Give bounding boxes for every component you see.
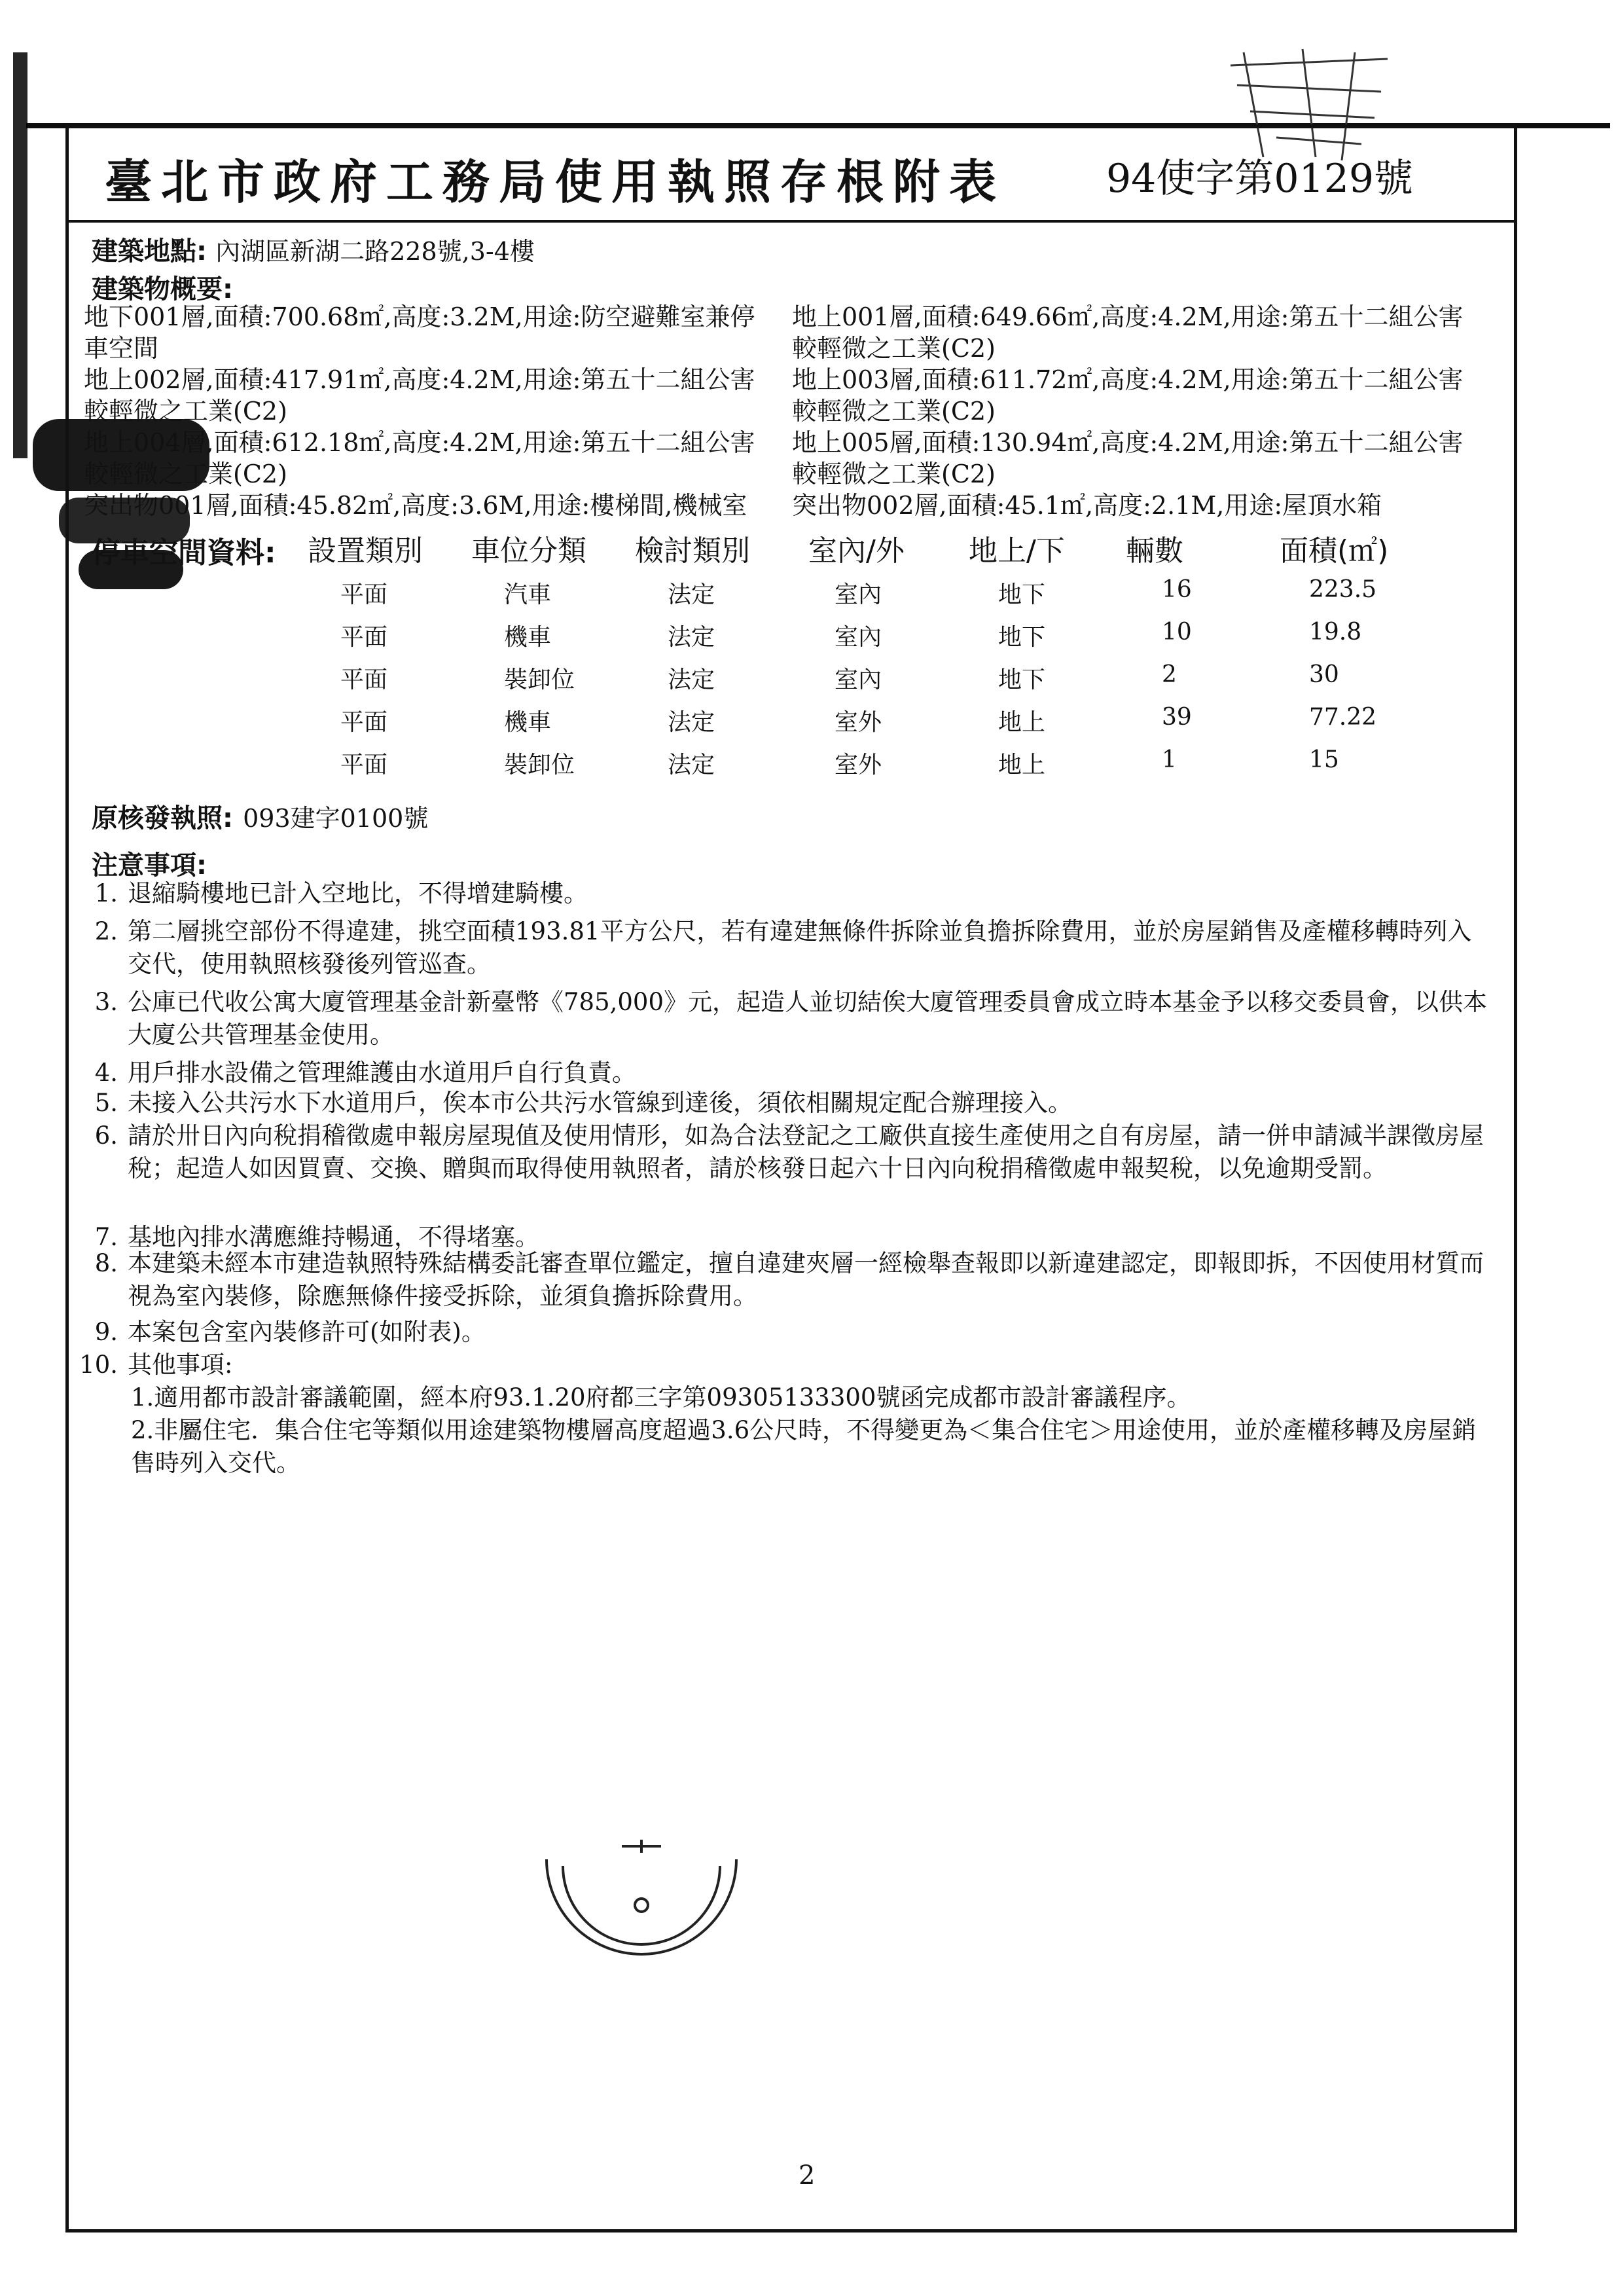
note-text: 未接入公共污水下水道用戶，俟本市公共污水管線到達後，須依相關規定配合辦理接入。 [128, 1089, 1072, 1117]
address-row [92, 230, 535, 268]
parking-cell: 平面 [340, 581, 388, 608]
parking-cell: 室外 [835, 709, 882, 736]
parking-cell: 法定 [668, 752, 715, 778]
note-number: 1. [94, 879, 118, 907]
overview-label: 建築物概要: [92, 274, 233, 304]
note-number: 7. [94, 1223, 118, 1251]
note-text: 本建築未經本市建造執照特殊結構委託審查單位鑑定，擅自違建夾層一經檢舉查報即以新違建認定，即報即拆，不因使用材質而視為室內裝修，除應無條件接受拆除，並須負擔拆除費用。 [128, 1249, 1484, 1310]
original-license-label: 原核發執照: [92, 803, 233, 833]
parking-cell: 機車 [504, 624, 552, 651]
page-number: 2 [799, 2160, 816, 2191]
note-text: 基地內排水溝應維持暢通，不得堵塞。 [128, 1223, 539, 1251]
parking-cell: 室內 [835, 581, 882, 608]
parking-cell: 汽車 [504, 581, 552, 608]
parking-cell: 16 [1162, 576, 1192, 603]
parking-cell: 地下 [998, 581, 1046, 608]
parking-cell: 平面 [340, 624, 388, 651]
note-number: 5. [94, 1089, 118, 1117]
parking-cell: 法定 [668, 581, 715, 608]
note-item [79, 877, 1492, 910]
parking-cell: 地上 [998, 709, 1046, 736]
original-license-row [92, 797, 428, 835]
parking-cell: 地下 [998, 666, 1046, 693]
note-item [79, 1247, 1492, 1313]
parking-cell: 室外 [835, 752, 882, 778]
note-item [79, 1120, 1492, 1218]
overview-right-0: 地上001層,面積:649.66㎡,高度:4.2M,用途:第五十二組公害較輕微之工業(C2) [792, 302, 1464, 363]
note-number: 8. [94, 1249, 118, 1277]
parking-cell: 19.8 [1309, 619, 1362, 646]
overview-left-2: 地上004層,面積:612.18㎡,高度:4.2M,用途:第五十二組公害較輕微之工業(C2) [84, 428, 755, 488]
note-number: 10. [79, 1351, 118, 1379]
parking-cell: 地上 [998, 752, 1046, 778]
note-text: 其他事項: [128, 1351, 233, 1379]
notes-label: 注意事項: [92, 850, 207, 881]
parking-cell: 法定 [668, 709, 715, 736]
parking-cell: 15 [1309, 746, 1339, 773]
parking-cell: 機車 [504, 709, 552, 736]
overview-left-1: 地上002層,面積:417.91㎡,高度:4.2M,用途:第五十二組公害較輕微之工業(C2) [84, 365, 755, 426]
note-number: 2. [94, 917, 118, 945]
note-item [79, 915, 1492, 981]
note-number: 9. [94, 1318, 118, 1346]
note-number: 6. [94, 1121, 118, 1150]
parking-cell: 裝卸位 [504, 666, 575, 693]
note-number: 4. [94, 1059, 118, 1087]
parking-cell: 223.5 [1309, 576, 1377, 603]
parking-header-3: 室內/外 [808, 534, 905, 568]
note-text: 退縮騎樓地已計入空地比，不得增建騎樓。 [128, 879, 588, 907]
overview-right-1: 地上003層,面積:611.72㎡,高度:4.2M,用途:第五十二組公害較輕微之工業(C2) [792, 365, 1464, 426]
overview-left-3: 突出物001層,面積:45.82㎡,高度:3.6M,用途:樓梯間,機械室 [84, 491, 747, 520]
note-item [79, 1057, 1492, 1089]
parking-header-2: 檢討類別 [635, 534, 750, 568]
parking-cell: 法定 [668, 666, 715, 693]
document-title: 臺北市政府工務局使用執照存根附表 [105, 154, 1006, 210]
scan-smudge-left [13, 52, 27, 458]
parking-cell: 10 [1162, 619, 1192, 646]
parking-cell: 1 [1162, 746, 1177, 773]
parking-header-4: 地上/下 [969, 534, 1065, 568]
note-text: 用戶排水設備之管理維護由水道用戶自行負責。 [128, 1059, 636, 1087]
note-text: 公庫已代收公寓大廈管理基金計新臺幣《785,000》元，起造人並切結俟大廈管理委員會成立時本基金予以移交委員會，以供本大廈公共管理基金使用。 [128, 988, 1488, 1049]
parking-cell: 法定 [668, 624, 715, 651]
parking-cell: 地下 [998, 624, 1046, 651]
note-text: 請於卅日內向稅捐稽徵處申報房屋現值及使用情形，如為合法登記之工廠供直接生產使用之自有房屋，請一併申請減半課徵房屋稅；起造人如因買賣、交換、贈與而取得使用執照者，請於核發日起六十日內向稅捐稽徵處申報契稅，以免逾期受罰。 [128, 1121, 1484, 1182]
address-value: 內湖區新湖二路228號,3-4樓 [215, 237, 535, 266]
parking-cell: 39 [1162, 704, 1192, 731]
parking-cell: 室內 [835, 624, 882, 651]
overview-right-3: 突出物002層,面積:45.1㎡,高度:2.1M,用途:屋頂水箱 [792, 491, 1382, 520]
parking-header-6: 面積(㎡) [1280, 534, 1389, 568]
parking-label: 停車空間資料: [92, 536, 276, 570]
note-item [79, 986, 1492, 1051]
note-sub-item: 1.適用都市設計審議範圍，經本府93.1.20府都三字第09305133300號函完成都市設計審議程序。 [131, 1383, 1191, 1412]
overview-right-2: 地上005層,面積:130.94㎡,高度:4.2M,用途:第五十二組公害較輕微之工業(C2) [792, 428, 1464, 488]
parking-cell: 室內 [835, 666, 882, 693]
note-item [79, 1087, 1492, 1120]
original-license-value: 093建字0100號 [243, 804, 429, 833]
parking-cell: 平面 [340, 752, 388, 778]
note-item [79, 1349, 1492, 1381]
note-number: 3. [94, 988, 118, 1016]
parking-header-1: 車位分類 [471, 534, 586, 568]
parking-cell: 77.22 [1309, 704, 1377, 731]
note-text: 本案包含室內裝修許可(如附表)。 [128, 1318, 486, 1346]
note-text: 第二層挑空部份不得違建，挑空面積193.81平方公尺，若有違建無條件拆除並負擔拆除費用，並於房屋銷售及產權移轉時列入交代，使用執照核發後列管巡查。 [128, 917, 1472, 978]
parking-cell: 30 [1309, 661, 1339, 688]
parking-cell: 裝卸位 [504, 752, 575, 778]
note-item [79, 1316, 1492, 1349]
parking-header-5: 輛數 [1126, 534, 1183, 568]
address-label: 建築地點: [92, 236, 207, 266]
parking-header-0: 設置類別 [308, 534, 423, 568]
parking-cell: 2 [1162, 661, 1177, 688]
parking-cell: 平面 [340, 709, 388, 736]
license-number: 94使字第0129號 [1106, 156, 1414, 202]
note-sub-item: 2.非屬住宅．集合住宅等類似用途建築物樓層高度超過3.6公尺時，不得變更為＜集合住宅＞用途使用，並於產權移轉及房屋銷售時列入交代。 [131, 1416, 1477, 1477]
overview-left-0: 地下001層,面積:700.68㎡,高度:3.2M,用途:防空避難室兼停車空間 [84, 302, 755, 363]
parking-cell: 平面 [340, 666, 388, 693]
